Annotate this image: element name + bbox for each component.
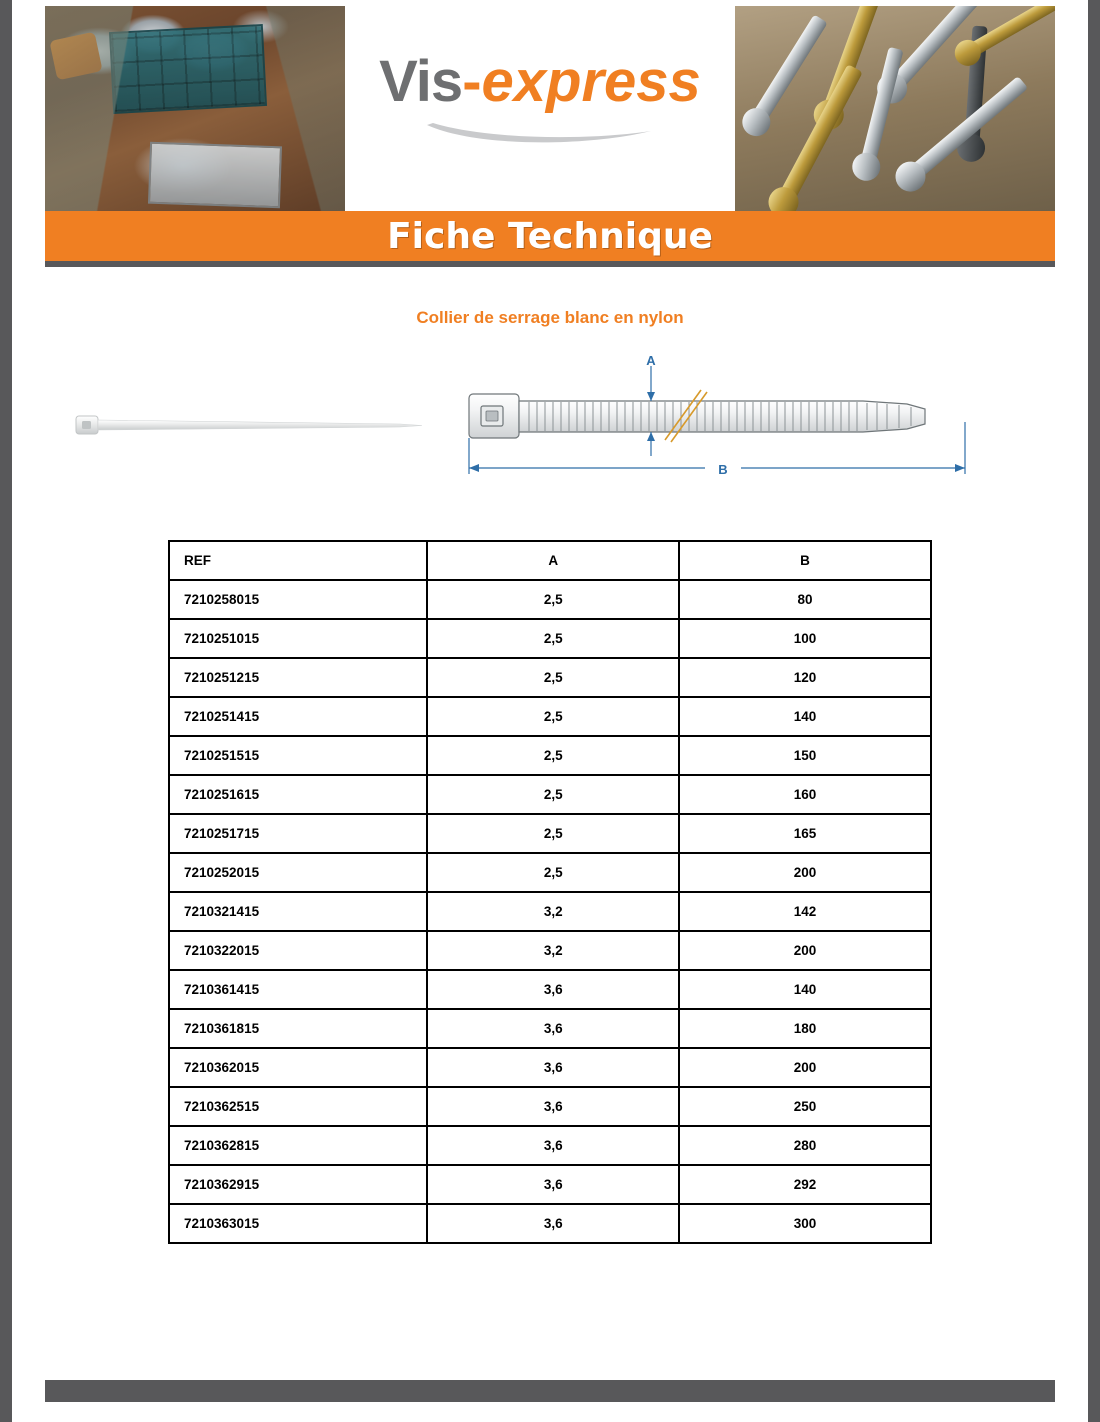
cell-a: 2,5 bbox=[427, 736, 679, 775]
cell-ref: 7210362015 bbox=[169, 1048, 427, 1087]
specifications-table bbox=[168, 540, 932, 1244]
cell-a: 3,6 bbox=[427, 1165, 679, 1204]
cell-a: 3,6 bbox=[427, 1204, 679, 1243]
cell-b: 160 bbox=[679, 775, 931, 814]
cell-b: 250 bbox=[679, 1087, 931, 1126]
cell-a: 2,5 bbox=[427, 580, 679, 619]
cell-b: 200 bbox=[679, 853, 931, 892]
screws-pile-photo bbox=[735, 6, 1055, 211]
cell-b: 300 bbox=[679, 1204, 931, 1243]
cell-b: 280 bbox=[679, 1126, 931, 1165]
cell-b: 100 bbox=[679, 619, 931, 658]
table-row bbox=[169, 970, 931, 1009]
cell-a: 2,5 bbox=[427, 697, 679, 736]
table-row bbox=[169, 1204, 931, 1243]
cell-b: 200 bbox=[679, 1048, 931, 1087]
page-title: Collier de serrage blanc en nylon bbox=[416, 308, 684, 327]
cell-ref: 7210251415 bbox=[169, 697, 427, 736]
cell-b: 142 bbox=[679, 892, 931, 931]
table-row bbox=[169, 1126, 931, 1165]
cell-b: 180 bbox=[679, 1009, 931, 1048]
cell-b: 140 bbox=[679, 970, 931, 1009]
fiche-technique-banner bbox=[45, 211, 1055, 261]
page-header bbox=[45, 6, 1055, 211]
cell-a: 3,2 bbox=[427, 931, 679, 970]
cell-ref: 7210362915 bbox=[169, 1165, 427, 1204]
cell-a: 2,5 bbox=[427, 814, 679, 853]
cell-b: 150 bbox=[679, 736, 931, 775]
banner-title: Fiche Technique bbox=[387, 215, 713, 257]
footer-bar bbox=[45, 1380, 1055, 1402]
cell-a: 2,5 bbox=[427, 853, 679, 892]
cell-b: 80 bbox=[679, 580, 931, 619]
table-header-row bbox=[169, 541, 931, 580]
cell-a: 2,5 bbox=[427, 775, 679, 814]
cell-a: 3,6 bbox=[427, 1048, 679, 1087]
cell-ref: 7210251015 bbox=[169, 619, 427, 658]
diagram-label-a: A bbox=[646, 353, 656, 368]
cell-a: 3,6 bbox=[427, 1009, 679, 1048]
table-row bbox=[169, 1087, 931, 1126]
table-row bbox=[169, 736, 931, 775]
cable-tie-technical-drawing bbox=[455, 352, 1015, 492]
logo-secondary-text: express bbox=[481, 49, 701, 114]
cell-ref: 7210251515 bbox=[169, 736, 427, 775]
cell-b: 120 bbox=[679, 658, 931, 697]
cell-b: 292 bbox=[679, 1165, 931, 1204]
cell-b: 200 bbox=[679, 931, 931, 970]
cell-a: 2,5 bbox=[427, 658, 679, 697]
product-illustration bbox=[45, 352, 1055, 502]
table-row bbox=[169, 580, 931, 619]
column-header-ref: REF bbox=[169, 541, 427, 580]
cell-ref: 7210251215 bbox=[169, 658, 427, 697]
cell-ref: 7210322015 bbox=[169, 931, 427, 970]
workbench-screws-photo bbox=[45, 6, 345, 211]
table-body bbox=[169, 580, 931, 1243]
cell-ref: 7210251715 bbox=[169, 814, 427, 853]
cell-a: 3,2 bbox=[427, 892, 679, 931]
table-row bbox=[169, 814, 931, 853]
cell-ref: 7210251615 bbox=[169, 775, 427, 814]
column-header-b: B bbox=[679, 541, 931, 580]
cable-tie-photo bbox=[70, 400, 425, 448]
brand-logo bbox=[345, 6, 735, 211]
swoosh-icon bbox=[425, 121, 655, 147]
table-row bbox=[169, 697, 931, 736]
cell-ref: 7210252015 bbox=[169, 853, 427, 892]
cell-b: 140 bbox=[679, 697, 931, 736]
screws-illustration bbox=[735, 6, 1055, 211]
cell-b: 165 bbox=[679, 814, 931, 853]
cell-ref: 7210362815 bbox=[169, 1126, 427, 1165]
table-row bbox=[169, 1009, 931, 1048]
diagram-label-b: B bbox=[718, 462, 728, 477]
cell-ref: 7210362515 bbox=[169, 1087, 427, 1126]
cell-ref: 7210361815 bbox=[169, 1009, 427, 1048]
table-row bbox=[169, 658, 931, 697]
cell-a: 3,6 bbox=[427, 970, 679, 1009]
logo-dash-text: - bbox=[462, 49, 482, 114]
cell-ref: 7210258015 bbox=[169, 580, 427, 619]
table-row bbox=[169, 1165, 931, 1204]
table-row bbox=[169, 775, 931, 814]
column-header-a: A bbox=[427, 541, 679, 580]
cell-a: 2,5 bbox=[427, 619, 679, 658]
cell-a: 3,6 bbox=[427, 1087, 679, 1126]
logo-primary-text: Vis bbox=[379, 49, 463, 114]
table-row bbox=[169, 619, 931, 658]
cell-a: 3,6 bbox=[427, 1126, 679, 1165]
table-row bbox=[169, 892, 931, 931]
table-row bbox=[169, 853, 931, 892]
table-row bbox=[169, 1048, 931, 1087]
table-row bbox=[169, 931, 931, 970]
cell-ref: 7210321415 bbox=[169, 892, 427, 931]
banner-underline bbox=[45, 261, 1055, 267]
cell-ref: 7210361415 bbox=[169, 970, 427, 1009]
cell-ref: 7210363015 bbox=[169, 1204, 427, 1243]
